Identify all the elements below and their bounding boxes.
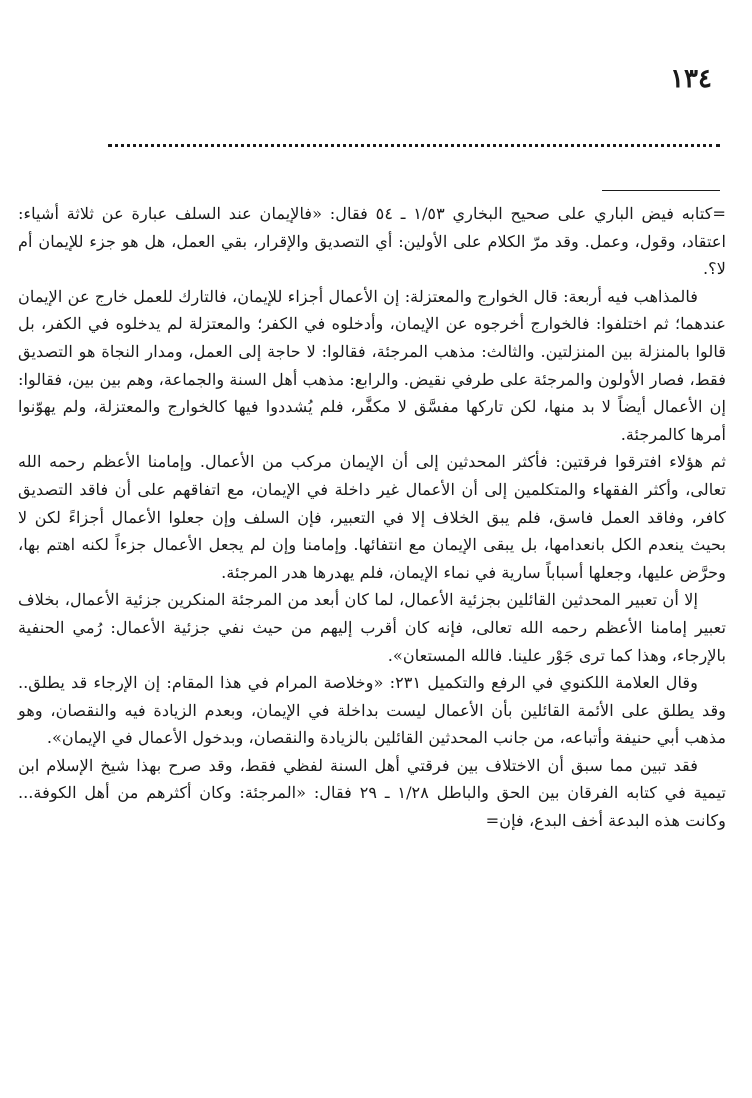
page-number: ١٣٤ [670, 64, 712, 94]
footnote-paragraph-3: ثم هؤلاء افترقوا فرقتين: فأكثر المحدثين إلى أن الإيمان مركب من الأعمال. وإمامنا الأعظم رحمه الله تعالى، وأكثر الفقهاء والمتكلمين إلى أن الأعمال غير داخلة في الإيمان، مع اتفاقهم على أن فاقد التصديق كافر، وفاقد العمل فاسق، فلم يبق الخلاف إلا في التعبير، فإن السلف وإن جعلوا الأعمال أجزاءً لكن لا بحيث ينعدم الكل بانعدامها، بل يبقى الإيمان مع انتفائها. وإمامنا وإن لم يجعل الأعمال جزءاً لكنه اهتم بها، وحرَّض عليها، وجعلها أسباباً سارية في نماء الإيمان، فلم يهدرها هدر المرجئة. [18, 452, 726, 582]
footnote-paragraph-6: فقد تبين مما سبق أن الاختلاف بين فرقتي أهل السنة لفظي فقط، وقد صرح بهذا شيخ الإسلام ابن تيمية في كتابه الفرقان بين الحق والباطل ١/٢٨ ـ ٢٩ فقال: «المرجئة: وكان أكثرهم من أهل الكوفة... وكانت هذه البدعة أخف البدع، فإن= [18, 755, 726, 831]
dotted-separator [108, 144, 720, 147]
footnote-text [18, 200, 726, 835]
footnote-separator [602, 190, 720, 191]
footnote-paragraph-5: وقال العلامة اللكنوي في الرفع والتكميل ٢٣١: «وخلاصة المرام في هذا المقام: إن الإرجاء قد يطلق.. وقد يطلق على الأئمة القائلين بأن الأعمال ليست بداخلة في الإيمان، وبعدم الزيادة فيه والنقصان، وهو مذهب أبي حنيفة وأتباعه، من جانب المحدثين القائلين بالزيادة والنقصان، وبدخول الأعمال في الإيمان». [18, 673, 726, 748]
footnote-paragraph-1: =كتابه فيض الباري على صحيح البخاري ١/٥٣ ـ ٥٤ فقال: «فالإيمان عند السلف عبارة عن ثلاثة أشياء: اعتقاد، وقول، وعمل. وقد مرّ الكلام على الأولين: أي التصديق والإقرار، بقي العمل، هل هو جزء للإيمان أم لا؟. [18, 204, 726, 279]
footnote-paragraph-4: إلا أن تعبير المحدثين القائلين بجزئية الأعمال، لما كان أبعد من المرجئة المنكرين جزئية الأعمال، بخلاف تعبير إمامنا الأعظم رحمه الله تعالى، فإنه كان أقرب إليهم من حيث نفي جزئية الأعمال: رُمي الحنفية بالإرجاء، وهذا كما ترى جَوْر علينا. فالله المستعان». [18, 590, 726, 665]
footnote-paragraph-2: فالمذاهب فيه أربعة: قال الخوارج والمعتزلة: إن الأعمال أجزاء للإيمان، فالتارك للعمل خارج عن الإيمان عندهما؛ ثم اختلفوا: فالخوارج أخرجوه عن الإيمان، وأدخلوه في الكفر؛ والمعتزلة لم يدخلوه في الكفر، بل قالوا بالمنزلة بين المنزلتين. والثالث: مذهب المرجئة، فقالوا: لا حاجة إلى العمل، ومدار النجاة هو التصديق فقط، فصار الأولون والمرجئة على طرفي نقيض. والرابع: مذهب أهل السنة والجماعة، وهم بين بين، فقالوا: إن الأعمال أيضاً لا بد منها، لكن تاركها مفسَّق لا مكفَّر، فلم يُشددوا فيها كالخوارج والمعتزلة، ولم يهوّنوا أمرها كالمرجئة. [18, 286, 726, 444]
